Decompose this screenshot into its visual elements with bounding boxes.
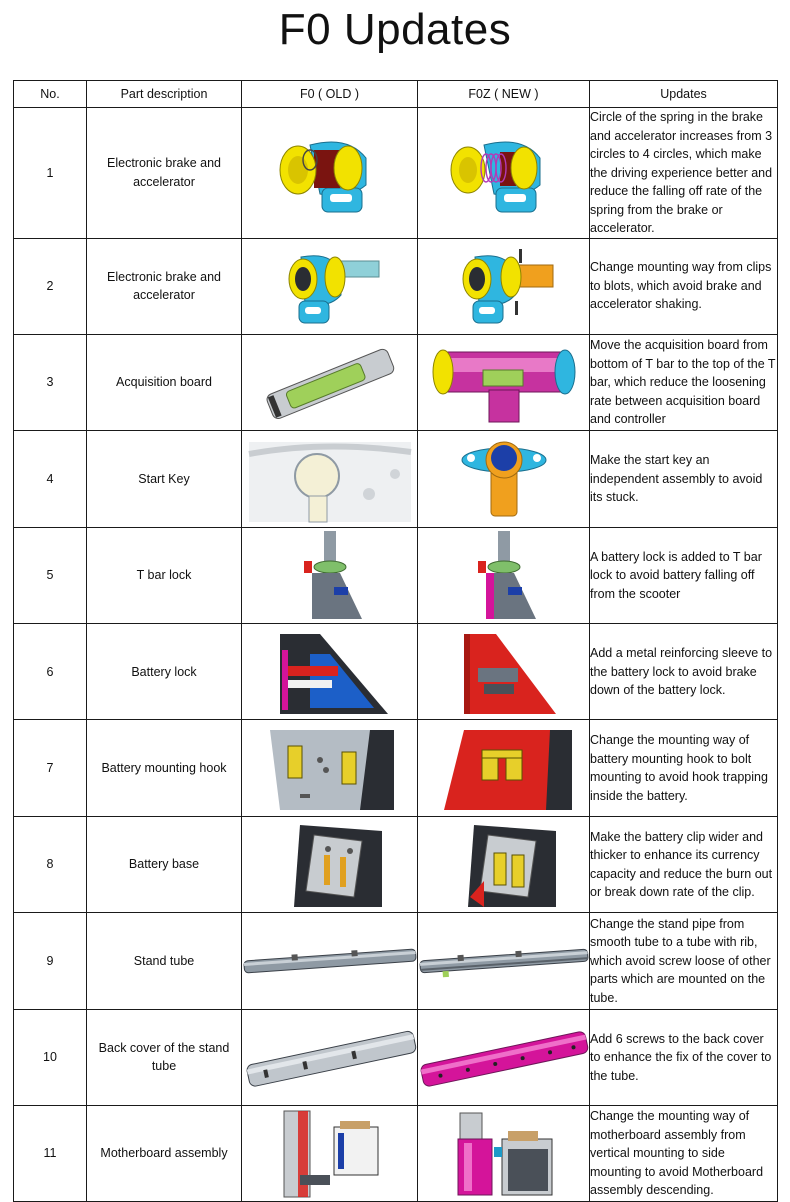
old-image-cell	[242, 624, 418, 720]
update-text: Add a metal reinforcing sleeve to the battery lock to avoid brake down of the battery lock.	[590, 624, 778, 720]
row-number: 11	[14, 1106, 87, 1202]
new-image-cell	[418, 1106, 590, 1202]
stand-tube-new-icon	[418, 941, 590, 981]
header-part: Part description	[87, 81, 242, 108]
part-description: Battery lock	[87, 624, 242, 720]
part-description: Back cover of the stand tube	[87, 1009, 242, 1105]
table-row	[14, 431, 778, 527]
row-number: 2	[14, 238, 87, 334]
table-row	[14, 624, 778, 720]
row-number: 6	[14, 624, 87, 720]
new-image-cell	[418, 527, 590, 623]
table-row	[14, 238, 778, 334]
header-no: No.	[14, 81, 87, 108]
row-number: 8	[14, 816, 87, 912]
header-old: F0 ( OLD )	[242, 81, 418, 108]
new-image-cell	[418, 720, 590, 816]
new-image-cell	[418, 238, 590, 334]
t-bar-lock-new-icon	[464, 529, 544, 621]
row-number: 5	[14, 527, 87, 623]
start-key-new-icon	[449, 434, 559, 524]
update-text: Make the start key an independent assembly to avoid its stuck.	[590, 431, 778, 527]
battery-base-old-icon	[270, 821, 390, 909]
part-description: Motherboard assembly	[87, 1106, 242, 1202]
update-text: Change the stand pipe from smooth tube to a tube with rib, which avoid screw loose of other parts which are mounted on the tube.	[590, 913, 778, 1009]
update-text: Change the mounting way of battery mounting hook to bolt mounting to avoid hook trapping inside the battery.	[590, 720, 778, 816]
battery-base-new-icon	[444, 821, 564, 909]
acquisition-board-new-icon	[429, 340, 579, 426]
brake-bolt-mount-icon	[449, 243, 559, 329]
table-row	[14, 108, 778, 239]
table-row	[14, 334, 778, 430]
row-number: 3	[14, 334, 87, 430]
motherboard-old-icon	[270, 1109, 390, 1199]
old-image-cell	[242, 913, 418, 1009]
new-image-cell	[418, 624, 590, 720]
part-description: T bar lock	[87, 527, 242, 623]
update-text: Add 6 screws to the back cover to enhance the fix of the cover to the tube.	[590, 1009, 778, 1105]
old-image-cell	[242, 238, 418, 334]
part-description: Battery mounting hook	[87, 720, 242, 816]
update-text: A battery lock is added to T bar lock to avoid battery falling off from the scooter	[590, 527, 778, 623]
table-row	[14, 816, 778, 912]
old-image-cell	[242, 527, 418, 623]
brake-accelerator-old-icon	[270, 130, 390, 216]
old-image-cell	[242, 1106, 418, 1202]
part-description: Start Key	[87, 431, 242, 527]
new-image-cell	[418, 913, 590, 1009]
header-row	[14, 81, 778, 108]
table-row	[14, 1106, 778, 1202]
start-key-old-icon	[245, 434, 415, 524]
old-image-cell	[242, 431, 418, 527]
back-cover-new-icon	[418, 1022, 590, 1092]
updates-table	[13, 80, 778, 1202]
new-image-cell	[418, 431, 590, 527]
battery-hook-new-icon	[434, 724, 574, 812]
row-number: 7	[14, 720, 87, 816]
old-image-cell	[242, 334, 418, 430]
part-description: Battery base	[87, 816, 242, 912]
new-image-cell	[418, 334, 590, 430]
battery-lock-old-icon	[270, 628, 390, 716]
stand-tube-old-icon	[242, 941, 418, 981]
part-description: Electronic brake and accelerator	[87, 108, 242, 239]
old-image-cell	[242, 720, 418, 816]
new-image-cell	[418, 108, 590, 239]
acquisition-board-old-icon	[255, 343, 405, 423]
part-description: Electronic brake and accelerator	[87, 238, 242, 334]
header-new: F0Z ( NEW )	[418, 81, 590, 108]
old-image-cell	[242, 108, 418, 239]
table-row	[14, 720, 778, 816]
new-image-cell	[418, 816, 590, 912]
update-text: Change the mounting way of motherboard assembly from vertical mounting to side mounting to avoid Motherboard assembly descending.	[590, 1106, 778, 1202]
old-image-cell	[242, 1009, 418, 1105]
t-bar-lock-old-icon	[290, 529, 370, 621]
page-title: F0 Updates	[278, 5, 512, 54]
table-row	[14, 913, 778, 1009]
update-text: Move the acquisition board from bottom of T bar to the top of the T bar, which reduce the loosening rate between acquisition board and controller	[590, 334, 778, 430]
back-cover-old-icon	[242, 1022, 418, 1092]
battery-lock-new-icon	[444, 628, 564, 716]
row-number: 10	[14, 1009, 87, 1105]
update-text: Circle of the spring in the brake and accelerator increases from 3 circles to 4 circles, which make the driving experience better and reduce the falling off rate of the spring from the brake or accelerator.	[590, 108, 778, 239]
table-row	[14, 1009, 778, 1105]
update-text: Make the battery clip wider and thicker to enhance its currency capacity and reduce the burn out or break down rate of the clip.	[590, 816, 778, 912]
update-text: Change mounting way from clips to blots, which avoid brake and accelerator shaking.	[590, 238, 778, 334]
part-description: Stand tube	[87, 913, 242, 1009]
old-image-cell	[242, 816, 418, 912]
row-number: 4	[14, 431, 87, 527]
battery-hook-old-icon	[260, 724, 400, 812]
new-image-cell	[418, 1009, 590, 1105]
header-updates: Updates	[590, 81, 778, 108]
brake-accelerator-new-icon	[444, 130, 564, 216]
row-number: 9	[14, 913, 87, 1009]
brake-clip-mount-icon	[275, 243, 385, 329]
motherboard-new-icon	[444, 1109, 564, 1199]
row-number: 1	[14, 108, 87, 239]
table-row	[14, 527, 778, 623]
part-description: Acquisition board	[87, 334, 242, 430]
